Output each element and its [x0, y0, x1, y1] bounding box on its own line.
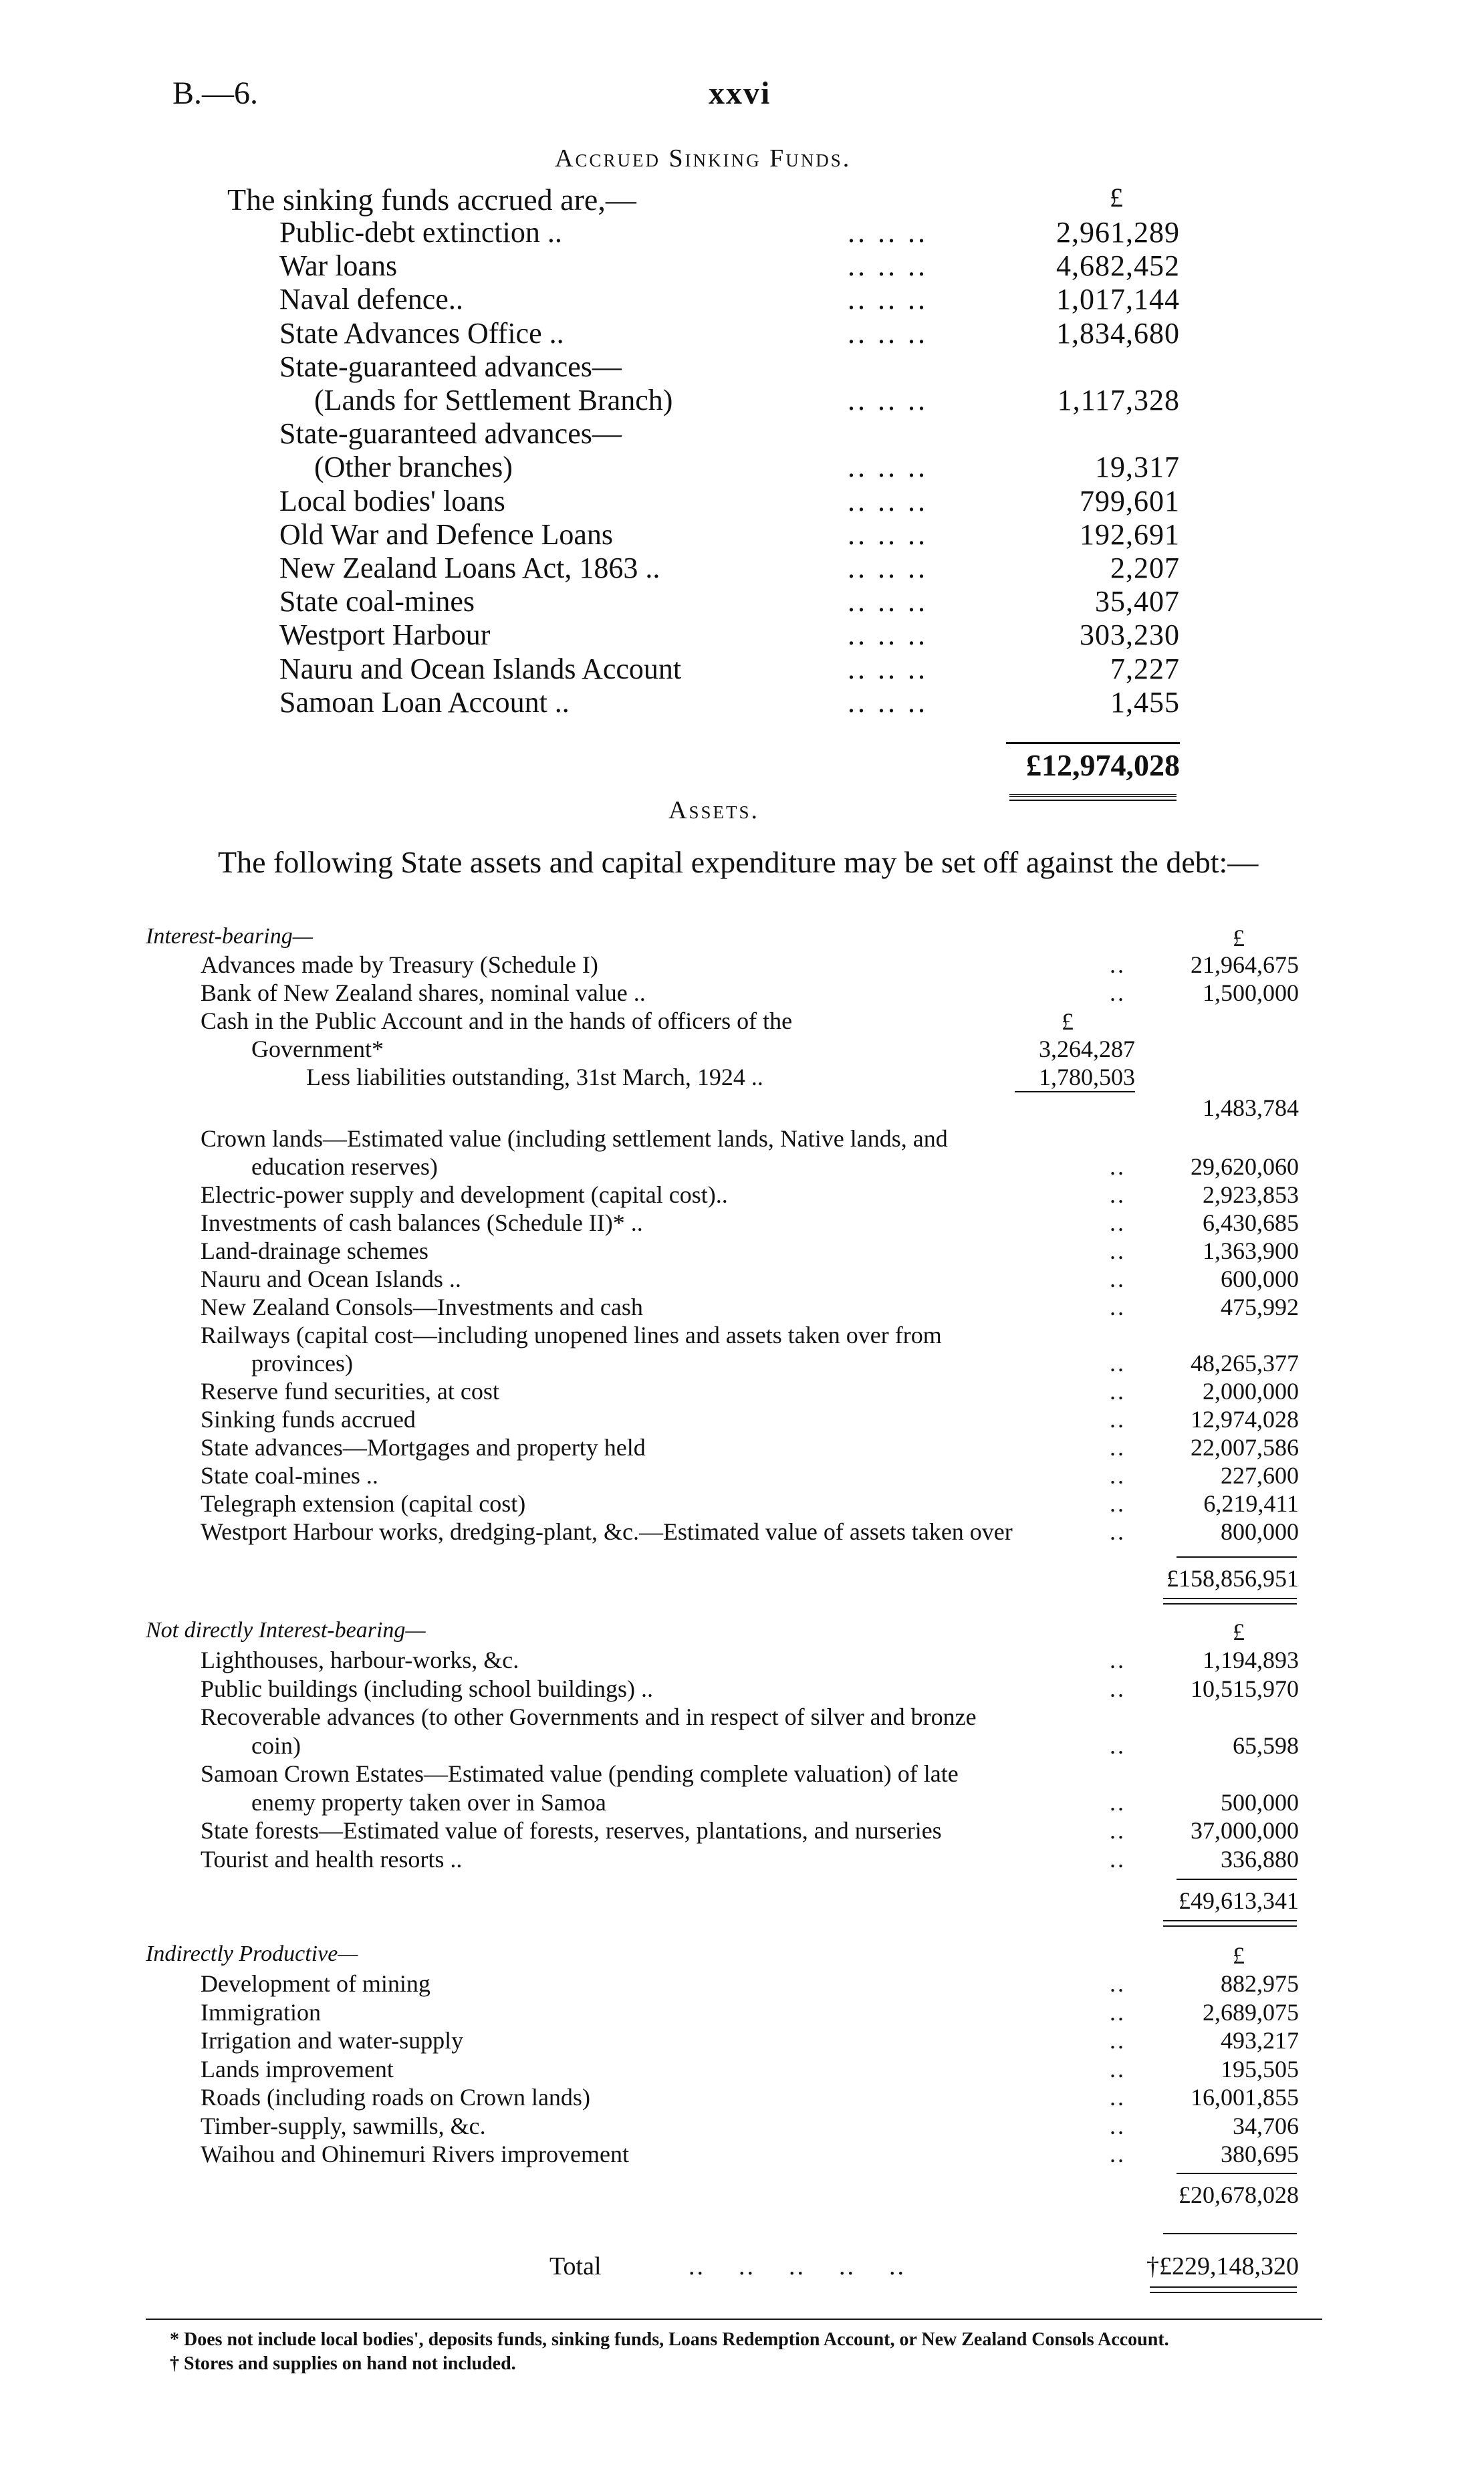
- sinking-fund-label: (Lands for Settlement Branch): [314, 384, 673, 417]
- asset-label: enemy property taken over in Samoa: [251, 1788, 606, 1816]
- asset-value: 227,600: [1221, 1462, 1299, 1489]
- asset-row: [0, 979, 1484, 1007]
- asset-label: Investments of cash balances (Schedule II)* ..: [201, 1209, 643, 1236]
- asset-row: [0, 1732, 1484, 1760]
- asset-row: [0, 1124, 1484, 1153]
- double-underline: [1009, 794, 1177, 801]
- leader-dots: .. .. .. .. ..: [689, 2252, 906, 2280]
- sinking-fund-label: Public-debt extinction ..: [279, 216, 562, 249]
- leader-dots: ..: [1110, 2141, 1126, 2167]
- leader-dots: ..: [1110, 1462, 1126, 1489]
- asset-label: Immigration: [201, 1998, 321, 2026]
- sinking-fund-value: 799,601: [1080, 484, 1180, 517]
- indirectly-productive-title: Indirectly Productive—: [146, 1941, 358, 1966]
- asset-label: Development of mining: [201, 1970, 430, 1997]
- leader-dots: ..: [1110, 2084, 1126, 2111]
- asset-label: Irrigation and water-supply: [201, 2027, 464, 2054]
- sinking-fund-label: State-guaranteed advances—: [279, 350, 622, 383]
- asset-label: Public buildings (including school buildings) ..: [201, 1675, 653, 1702]
- asset-label: Tourist and health resorts ..: [201, 1845, 463, 1873]
- sinking-fund-label: Westport Harbour: [279, 618, 491, 652]
- sinking-fund-row: [0, 517, 1484, 551]
- leader-dots: .. .. ..: [848, 652, 928, 685]
- asset-row: [0, 1816, 1484, 1845]
- leader-dots: ..: [1110, 1294, 1126, 1320]
- sinking-fund-label: State coal-mines: [279, 585, 475, 618]
- asset-row: [0, 2026, 1484, 2054]
- asset-value: 475,992: [1221, 1294, 1299, 1320]
- sinking-fund-row: [0, 450, 1484, 483]
- leader-dots: .. .. ..: [848, 384, 928, 417]
- sinking-fund-row: [0, 584, 1484, 618]
- asset-value: 65,598: [1233, 1732, 1299, 1759]
- asset-row: [0, 1035, 1484, 1063]
- asset-value: 10,515,970: [1191, 1675, 1299, 1702]
- leader-dots: ..: [1110, 1209, 1126, 1236]
- asset-label: education reserves): [251, 1153, 438, 1180]
- leader-dots: .. .. ..: [848, 451, 928, 484]
- leader-dots: .. .. ..: [848, 249, 928, 283]
- double-underline: [1163, 1598, 1297, 1605]
- sinking-fund-row: [0, 618, 1484, 651]
- asset-row: [0, 1321, 1484, 1349]
- currency-unit: £: [1233, 925, 1245, 951]
- asset-row: [0, 1265, 1484, 1293]
- asset-label: Crown lands—Estimated value (including settlement lands, Native lands, and: [201, 1125, 948, 1152]
- sinking-fund-value: 1,017,144: [1056, 283, 1180, 316]
- asset-value: 16,001,855: [1191, 2084, 1299, 2111]
- leader-dots: .. .. ..: [848, 316, 928, 350]
- asset-label: Advances made by Treasury (Schedule I): [201, 951, 598, 978]
- divider: [1177, 1879, 1297, 1880]
- asset-row: [0, 2140, 1484, 2168]
- leader-dots: ..: [1110, 1817, 1126, 1844]
- leader-dots: ..: [1110, 1181, 1126, 1208]
- sinking-fund-value: 2,207: [1110, 552, 1180, 584]
- leader-dots: ..: [1110, 1732, 1126, 1759]
- sinking-fund-label: Samoan Loan Account ..: [279, 685, 570, 719]
- asset-row: [0, 1490, 1484, 1518]
- asset-value: 37,000,000: [1191, 1817, 1299, 1844]
- asset-row: [0, 2083, 1484, 2111]
- asset-row: [0, 1007, 1484, 1035]
- asset-subvalue: 1,780,503: [1039, 1064, 1135, 1090]
- asset-value: 29,620,060: [1191, 1153, 1299, 1180]
- asset-label: provinces): [251, 1350, 353, 1377]
- asset-row: [0, 1153, 1484, 1181]
- indirectly-productive-subtotal: £20,678,028: [1179, 2181, 1299, 2208]
- asset-row: [0, 1293, 1484, 1321]
- asset-row: [0, 1405, 1484, 1433]
- asset-label: Samoan Crown Estates—Estimated value (pending complete valuation) of late: [201, 1760, 959, 1787]
- asset-value: 1,363,900: [1203, 1237, 1299, 1264]
- asset-value: 882,975: [1221, 1970, 1299, 1997]
- asset-row: [0, 1788, 1484, 1816]
- leader-dots: ..: [1110, 1153, 1126, 1180]
- leader-dots: .. .. ..: [848, 517, 928, 551]
- accrued-sinking-funds-heading: Accrued Sinking Funds.: [555, 144, 852, 172]
- footnote-divider: [146, 2319, 1322, 2320]
- leader-dots: .. .. ..: [848, 552, 928, 584]
- sinking-fund-value: 4,682,452: [1056, 249, 1180, 283]
- assets-heading: Assets.: [668, 796, 759, 824]
- asset-row: [0, 1181, 1484, 1209]
- asset-value: 2,000,000: [1203, 1378, 1299, 1405]
- sinking-fund-value: 2,961,289: [1056, 216, 1180, 249]
- leader-dots: ..: [1110, 1406, 1126, 1433]
- asset-label: Lands improvement: [201, 2055, 394, 2083]
- sinking-fund-label: State-guaranteed advances—: [279, 417, 622, 451]
- sinking-fund-label: (Other branches): [314, 451, 513, 484]
- asset-value: 600,000: [1221, 1266, 1299, 1292]
- grand-total-label: Total: [549, 2252, 602, 2280]
- currency-unit: £: [1110, 183, 1123, 213]
- leader-dots: .. .. ..: [848, 216, 928, 249]
- asset-row: [0, 1518, 1484, 1546]
- asset-label: Reserve fund securities, at cost: [201, 1378, 499, 1405]
- leader-dots: .. .. ..: [848, 685, 928, 719]
- sinking-fund-label: Naval defence..: [279, 283, 463, 316]
- asset-row: [0, 1998, 1484, 2026]
- asset-value: 48,265,377: [1191, 1350, 1299, 1377]
- asset-value: 2,689,075: [1203, 1998, 1299, 2026]
- sinking-fund-row: [0, 383, 1484, 417]
- asset-label: State coal-mines ..: [201, 1462, 378, 1489]
- asset-value: 1,500,000: [1203, 979, 1299, 1006]
- sinking-fund-row: [0, 316, 1484, 350]
- sinking-fund-row: [0, 484, 1484, 517]
- sinking-fund-value: 303,230: [1080, 618, 1180, 652]
- leader-dots: ..: [1110, 2027, 1126, 2054]
- not-interest-bearing-title: Not directly Interest-bearing—: [146, 1618, 426, 1643]
- leader-dots: .. .. ..: [848, 484, 928, 517]
- sinking-fund-row: [0, 685, 1484, 719]
- divider: [1177, 1556, 1297, 1558]
- asset-row: [0, 2055, 1484, 2083]
- interest-bearing-title: Interest-bearing—: [146, 924, 313, 949]
- divider: [1163, 2233, 1297, 2234]
- asset-row: [0, 951, 1484, 979]
- footnote-dagger: † Stores and supplies on hand not included.: [170, 2353, 516, 2374]
- leader-dots: ..: [1110, 1970, 1126, 1997]
- asset-value: 493,217: [1221, 2027, 1299, 2054]
- asset-value: 380,695: [1221, 2141, 1299, 2167]
- sinking-fund-value: 19,317: [1095, 451, 1180, 484]
- asset-subvalue: 3,264,287: [1039, 1036, 1135, 1062]
- sinking-funds-intro: The sinking funds accrued are,—: [227, 183, 636, 217]
- sinking-fund-label: Old War and Defence Loans: [279, 517, 613, 551]
- leader-dots: ..: [1110, 1998, 1126, 2026]
- leader-dots: ..: [1110, 2112, 1126, 2139]
- leader-dots: ..: [1110, 1845, 1126, 1873]
- sinking-fund-row: [0, 249, 1484, 282]
- asset-label: Land-drainage schemes: [201, 1237, 428, 1264]
- asset-label: Recoverable advances (to other Governments and in respect of silver and bronze: [201, 1703, 977, 1730]
- sinking-fund-value: 192,691: [1080, 517, 1180, 551]
- asset-label: Electric-power supply and development (capital cost)..: [201, 1181, 728, 1208]
- asset-label: Westport Harbour works, dredging-plant, &c.—Estimated value of assets taken over: [201, 1518, 1013, 1545]
- asset-row: [0, 1063, 1484, 1091]
- divider: [1006, 742, 1180, 744]
- sinking-fund-row: [0, 282, 1484, 316]
- sinking-fund-value: 1,834,680: [1056, 316, 1180, 350]
- asset-row: [0, 1237, 1484, 1265]
- page-reference: B.—6.: [172, 76, 259, 111]
- asset-value: 1,194,893: [1203, 1647, 1299, 1673]
- asset-label: Roads (including roads on Crown lands): [201, 2084, 590, 2111]
- asset-label: New Zealand Consols—Investments and cash: [201, 1294, 643, 1320]
- sinking-fund-row: [0, 350, 1484, 383]
- leader-dots: .. .. ..: [848, 585, 928, 618]
- leader-dots: ..: [1110, 1675, 1126, 1702]
- asset-row: [0, 2112, 1484, 2140]
- asset-label: Government*: [251, 1036, 384, 1062]
- asset-value: 6,219,411: [1203, 1490, 1299, 1517]
- leader-dots: ..: [1110, 1266, 1126, 1292]
- leader-dots: ..: [1110, 1490, 1126, 1517]
- asset-value: 12,974,028: [1191, 1406, 1299, 1433]
- sinking-fund-value: 7,227: [1110, 652, 1180, 685]
- leader-dots: ..: [1110, 1237, 1126, 1264]
- asset-label: Railways (capital cost—including unopened lines and assets taken over from: [201, 1322, 942, 1348]
- currency-unit-sub: £: [1062, 1008, 1074, 1035]
- asset-label: coin): [251, 1732, 301, 1759]
- interest-bearing-subtotal: £158,856,951: [1166, 1565, 1299, 1592]
- footnote-asterisk: * Does not include local bodies', deposits funds, sinking funds, Loans Redemption Account, or New Zealand Consols Account.: [170, 2329, 1169, 2350]
- sinking-fund-label: Nauru and Ocean Islands Account: [279, 652, 682, 685]
- leader-dots: ..: [1110, 1350, 1126, 1377]
- asset-row: [0, 1675, 1484, 1703]
- asset-value: 500,000: [1221, 1788, 1299, 1816]
- asset-row: [0, 1433, 1484, 1461]
- divider: [1177, 2173, 1297, 2174]
- asset-value: 1,483,784: [1203, 1094, 1299, 1121]
- asset-row: [0, 1209, 1484, 1237]
- asset-value: 21,964,675: [1191, 951, 1299, 978]
- asset-label: Nauru and Ocean Islands ..: [201, 1266, 461, 1292]
- asset-value: 22,007,586: [1191, 1434, 1299, 1461]
- asset-label: Waihou and Ohinemuri Rivers improvement: [201, 2141, 629, 2167]
- sinking-fund-value: 1,117,328: [1057, 384, 1180, 417]
- leader-dots: ..: [1110, 951, 1126, 978]
- leader-dots: ..: [1110, 2055, 1126, 2083]
- asset-value: 195,505: [1221, 2055, 1299, 2083]
- sinking-fund-row: [0, 417, 1484, 450]
- asset-row: [0, 1377, 1484, 1405]
- asset-label: Timber-supply, sawmills, &c.: [201, 2112, 486, 2139]
- sinking-fund-value: 1,455: [1110, 685, 1180, 719]
- asset-row: [0, 1461, 1484, 1490]
- double-underline: [1163, 1920, 1297, 1927]
- leader-dots: ..: [1110, 1378, 1126, 1405]
- currency-unit: £: [1233, 1942, 1245, 1969]
- asset-label: State advances—Mortgages and property held: [201, 1434, 646, 1461]
- grand-total-value: †£229,148,320: [1146, 2252, 1299, 2280]
- asset-row: [0, 1970, 1484, 1998]
- leader-dots: .. .. ..: [848, 283, 928, 316]
- currency-unit: £: [1233, 1619, 1245, 1645]
- asset-row: [0, 1349, 1484, 1377]
- sinking-fund-value: 35,407: [1095, 585, 1180, 618]
- sinking-fund-label: New Zealand Loans Act, 1863 ..: [279, 552, 660, 584]
- asset-value: 800,000: [1221, 1518, 1299, 1545]
- asset-value: 336,880: [1221, 1845, 1299, 1873]
- double-underline: [1150, 2286, 1297, 2293]
- divider: [1015, 1091, 1135, 1092]
- leader-dots: ..: [1110, 979, 1126, 1006]
- assets-intro: The following State assets and capital expenditure may be set off against the debt:—: [218, 845, 1259, 879]
- asset-value: 6,430,685: [1203, 1209, 1299, 1236]
- asset-row: [0, 1703, 1484, 1731]
- sinking-fund-row: [0, 652, 1484, 685]
- sinking-fund-label: Local bodies' loans: [279, 484, 505, 517]
- asset-row: [0, 1760, 1484, 1788]
- asset-label: Bank of New Zealand shares, nominal value ..: [201, 979, 646, 1006]
- asset-label: Cash in the Public Account and in the hands of officers of the: [201, 1008, 793, 1034]
- leader-dots: .. .. ..: [848, 618, 928, 652]
- asset-label: Telegraph extension (capital cost): [201, 1490, 526, 1517]
- asset-label: State forests—Estimated value of forests, reserves, plantations, and nurseries: [201, 1817, 942, 1844]
- page-number: xxvi: [709, 76, 771, 111]
- asset-label: Lighthouses, harbour-works, &c.: [201, 1647, 519, 1673]
- sinking-fund-row: [0, 551, 1484, 584]
- sinking-funds-total: £12,974,028: [1026, 748, 1180, 782]
- leader-dots: ..: [1110, 1788, 1126, 1816]
- asset-row: [0, 1094, 1484, 1122]
- footnotes: [146, 2328, 1322, 2376]
- asset-row: [0, 1845, 1484, 1873]
- asset-label: Less liabilities outstanding, 31st March, 1924 ..: [306, 1064, 763, 1090]
- leader-dots: ..: [1110, 1518, 1126, 1545]
- asset-value: 34,706: [1233, 2112, 1299, 2139]
- sinking-fund-label: War loans: [279, 249, 398, 283]
- not-interest-bearing-subtotal: £49,613,341: [1179, 1887, 1299, 1914]
- leader-dots: ..: [1110, 1434, 1126, 1461]
- sinking-fund-row: [0, 215, 1484, 249]
- leader-dots: ..: [1110, 1647, 1126, 1673]
- sinking-fund-label: State Advances Office ..: [279, 316, 564, 350]
- asset-value: 2,923,853: [1203, 1181, 1299, 1208]
- asset-row: [0, 1646, 1484, 1674]
- asset-label: Sinking funds accrued: [201, 1406, 416, 1433]
